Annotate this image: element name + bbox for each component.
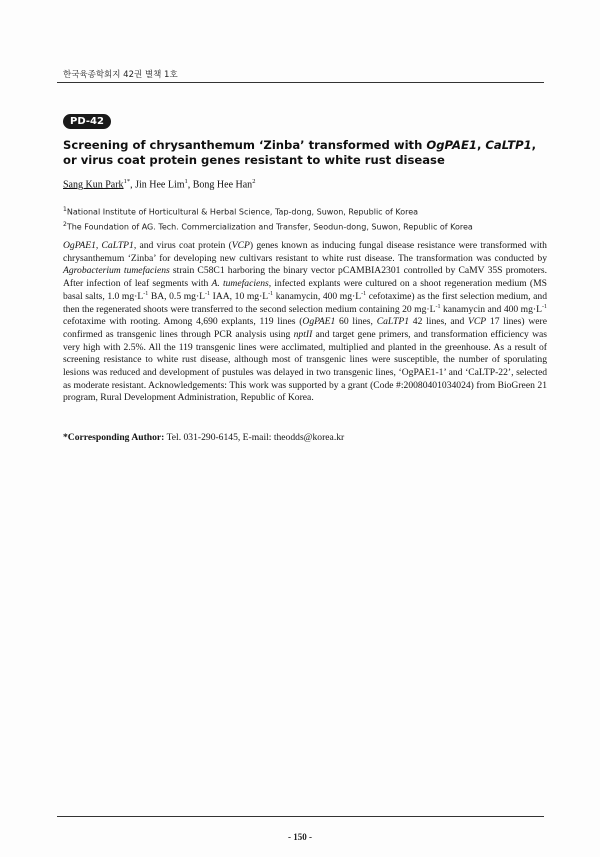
author-name: Bong Hee Han (192, 179, 253, 191)
gene-name: CaLTP1 (485, 138, 532, 152)
corresponding-label: *Corresponding Author: (63, 432, 165, 443)
abstract-body: OgPAE1, CaLTP1, and virus coat protein (VCP) genes known as inducing fungal disease resistance were transformed with chrysanthemum ‘Zinba’ for developing new cultivars resistant to white rust disease. The transformation was conducted by Agrobacterium tumefaciens strain C58C1 harboring the binary vector pCAMBIA2301 controlled by CaMV 35S promoters. After infection of leaf segments with A. tumefaciens, infected explants were cultured on a shoot regeneration medium (MS basal salts, 1.0 $mg\cdot L^{-1}$ BA, 0.5 $mg\cdot L^{-1}$ IAA, 10 $mg\cdot L^{-1}$ kanamycin, 400 $mg\cdot L^{-1}$ cefotaxime) as the first selection medium, and then the regenerated shoots were transferred to the second selection medium containing 20 $mg\cdot L^{-1}$ kanamycin and 400 $mg\cdot L^{-1}$ cefotaxime with rooting. Among 4,690 explants, 119 lines (OgPAE1 60 lines, CaLTP1 42 lines, and VCP 17 lines) were confirmed as transgenic lines through PCR analysis using nptII and target gene primers, and transformation efficiency was very high with 2.5%. All the 119 transgenic lines were acclimated, multiplied and planted in the greenhouse. As a result of screening resistance to white rust disease, although most of transgenic lines were susceptible, the number of sporulating lesions was reduced and development of pustules was delayed in two transgenic lines, ‘OgPAE1-1’ and ‘CaLTP-22’, selected as moderate resistant. Acknowledgements: This work was supported by a grant (Code #:20080401034024) from BioGreen 21 program, Rural Development Administration, Republic of Korea. (63, 240, 548, 404)
contact-info: Tel. 031-290-6145, E-mail: theodds@korea.kr (164, 432, 345, 443)
paper-title: Screening of chrysanthemum ‘Zinba’ transformed with OgPAE1, CaLTP1, or virus coat protein genes resistant to white rust disease (63, 138, 537, 167)
affiliation-line: $^2$The Foundation of AG. Tech. Commercialization and Transfer, Seodun-dong, Suwon, Republic of Korea (63, 220, 473, 232)
corresponding-author (63, 432, 547, 443)
affiliation-line: $^1$National Institute of Horticultural & Herbal Science, Tap-dong, Suwon, Republic of Korea (63, 206, 419, 217)
author-list: Sang Kun Park$^{1*}$, Jin Hee Lim$^1$, Bong Hee Han$^2$ (63, 178, 256, 191)
header-divider (57, 82, 544, 83)
journal-header: 한국육종학회지 42권 별책 1호 (63, 70, 178, 80)
abstract-id-badge: PD-42 (63, 114, 111, 129)
affiliations (63, 204, 547, 233)
author-name: Sang Kun Park (63, 179, 124, 191)
footer-divider (57, 816, 544, 817)
gene-name: OgPAE1 (426, 138, 477, 152)
author-name: Jin Hee Lim (135, 179, 185, 191)
page-number: - 150 - (288, 832, 312, 842)
